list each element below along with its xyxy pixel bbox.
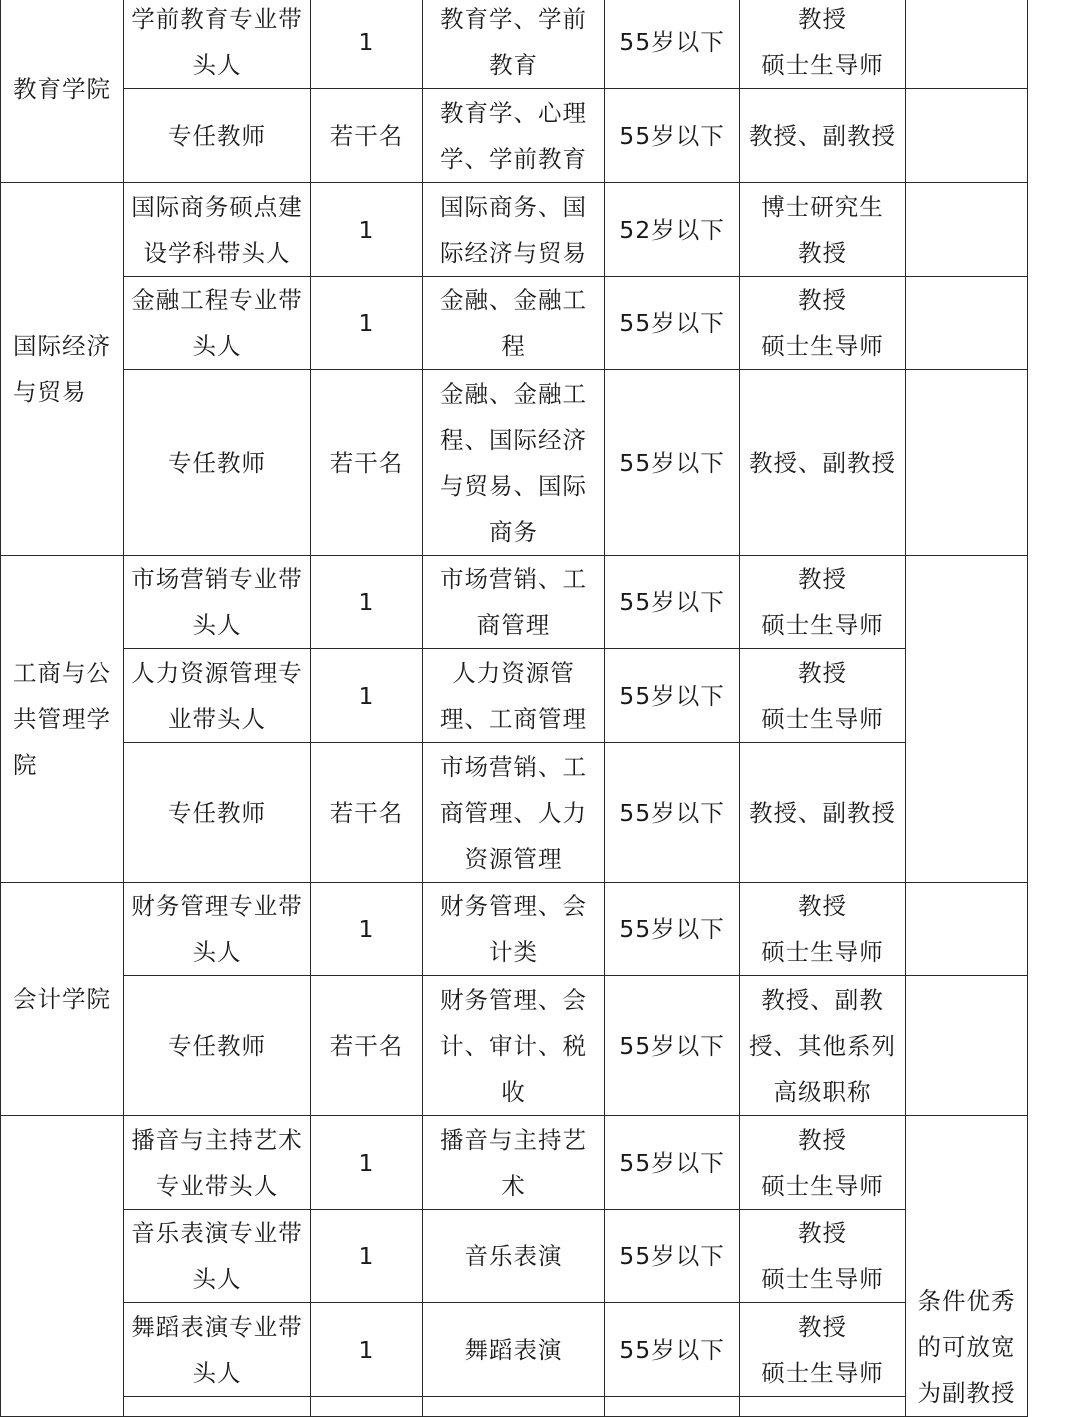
title-cell-line: 高级职称 [773, 1077, 872, 1106]
specialty-cell [423, 883, 605, 976]
specialty-cell-line: 人力资源管 [452, 658, 575, 687]
count-cell: 1 [311, 1303, 423, 1397]
position-cell-line: 头人 [192, 50, 242, 79]
table-row [1, 743, 1028, 883]
table-row [1, 1116, 1028, 1210]
age-cell: 55岁以下 [605, 370, 740, 556]
position-cell [124, 370, 311, 556]
table-row [1, 649, 1028, 743]
count-cell: 1 [311, 1210, 423, 1303]
age-cell: 55岁以下 [605, 0, 740, 89]
specialty-cell-line: 音乐表演 [464, 1242, 563, 1270]
specialty-cell [423, 89, 605, 183]
title-cell-line: 教授 [798, 658, 847, 687]
title-cell-line: 教授 [798, 1312, 847, 1341]
remark-cell [906, 89, 1028, 183]
specialty-cell-line: 学、学前教育 [440, 144, 587, 173]
position-cell-line: 业带头人 [168, 704, 266, 733]
position-cell [124, 0, 311, 89]
department-cell-line: 院 [13, 751, 38, 779]
table-row [1, 976, 1028, 1116]
note-cell-line: 为副教授 [917, 1379, 1016, 1407]
specialty-cell-line: 舞蹈表演 [464, 1335, 563, 1364]
count-cell: 1 [311, 277, 423, 370]
specialty-cell-line: 计、审计、税 [440, 1031, 587, 1060]
position-cell-line: 财务管理专业带 [131, 892, 303, 920]
specialty-cell [423, 976, 605, 1116]
specialty-cell-line: 商管理 [476, 611, 551, 639]
title-cell-line: 硕士生导师 [761, 1171, 884, 1200]
specialty-cell-line: 国际商务、国 [440, 192, 587, 221]
specialty-cell-line: 金融、金融工 [440, 286, 587, 314]
age-cell: 55岁以下 [605, 883, 740, 976]
table-row [1, 556, 1028, 649]
count-cell: 1 [311, 1116, 423, 1210]
specialty-cell [423, 743, 605, 883]
specialty-cell-line: 财务管理、会 [440, 985, 587, 1014]
specialty-cell [423, 649, 605, 743]
table-row [1, 89, 1028, 183]
position-cell [124, 883, 311, 976]
remark-cell [906, 556, 1028, 883]
age-cell: 55岁以下 [605, 1210, 740, 1303]
age-cell: 55岁以下 [605, 556, 740, 649]
specialty-cell [423, 183, 605, 277]
table-row [1, 370, 1028, 556]
specialty-cell-line: 播音与主持艺 [440, 1125, 587, 1154]
title-cell-line: 教授 [798, 892, 847, 920]
title-cell-line: 硕士生导师 [761, 1265, 884, 1293]
position-cell-line: 专任教师 [168, 1031, 266, 1060]
specialty-cell-line: 术 [501, 1171, 526, 1200]
position-cell-line: 设学科带头人 [143, 238, 291, 267]
age-cell: 52岁以下 [605, 183, 740, 277]
specialty-cell-line: 收 [501, 1077, 526, 1106]
position-cell-line: 头人 [192, 332, 242, 360]
count-cell: 1 [311, 556, 423, 649]
title-cell-line: 博士研究生 [761, 192, 884, 221]
specialty-cell-line: 际经济与贸易 [440, 238, 587, 267]
count-cell: 1 [311, 883, 423, 976]
table-row [1, 277, 1028, 370]
specialty-cell-line: 程、国际经济 [440, 425, 587, 454]
specialty-cell [423, 1303, 605, 1397]
title-cell [740, 556, 906, 649]
department-cell-line: 共管理学 [13, 705, 111, 733]
position-cell [124, 1303, 311, 1397]
age-cell: 55岁以下 [605, 743, 740, 883]
title-cell [740, 1210, 906, 1303]
position-cell-line: 市场营销专业带 [131, 565, 303, 593]
table-row [1, 0, 1028, 89]
count-cell: 1 [311, 0, 423, 89]
title-cell-line: 硕士生导师 [761, 332, 884, 360]
specialty-cell-line: 程 [501, 332, 526, 360]
position-cell [124, 183, 311, 277]
position-cell-line: 头人 [192, 1358, 242, 1387]
specialty-cell-line: 理、工商管理 [440, 704, 587, 733]
title-cell-line: 教授 [798, 1125, 847, 1154]
remark-cell [906, 883, 1028, 976]
specialty-cell-line: 与贸易、国际 [440, 471, 587, 500]
remark-cell [906, 0, 1028, 89]
specialty-cell-line: 教育学、学前 [440, 4, 587, 33]
position-cell-line: 播音与主持艺术 [131, 1125, 303, 1154]
title-cell-line: 授、其他系列 [749, 1031, 896, 1060]
department-cell-line: 国际经济 [13, 332, 111, 360]
note-cell [906, 1116, 1028, 1417]
department-cell-line: 会计学院 [13, 985, 111, 1013]
title-cell-line: 教授、副教授 [749, 448, 896, 477]
title-cell-line: 教授 [798, 4, 847, 33]
table-row [1, 1210, 1028, 1303]
note-cell-line: 条件优秀 [917, 1287, 1016, 1315]
count-cell: 若干名 [311, 743, 423, 883]
specialty-cell [423, 370, 605, 556]
position-cell-line: 舞蹈表演专业带 [131, 1312, 303, 1341]
specialty-cell-line: 商务 [489, 517, 538, 546]
specialty-cell [423, 1116, 605, 1210]
position-cell-line: 头人 [192, 611, 242, 639]
title-cell-line: 硕士生导师 [761, 50, 884, 79]
title-cell-line: 硕士生导师 [761, 611, 884, 639]
specialty-cell-line: 财务管理、会 [440, 892, 587, 920]
position-cell [124, 743, 311, 883]
specialty-cell [423, 0, 605, 89]
title-cell [740, 183, 906, 277]
department-cell [1, 1116, 124, 1417]
age-cell: 55岁以下 [605, 1116, 740, 1210]
age-cell: 55岁以下 [605, 649, 740, 743]
specialty-cell-line: 教育学、心理 [440, 98, 587, 127]
count-cell: 若干名 [311, 370, 423, 556]
count-cell: 1 [311, 183, 423, 277]
count-cell: 若干名 [311, 976, 423, 1116]
title-cell [740, 883, 906, 976]
title-cell [740, 0, 906, 89]
position-cell [124, 1116, 311, 1210]
specialty-cell [423, 556, 605, 649]
position-cell-line: 专任教师 [168, 798, 266, 827]
remark-cell [906, 277, 1028, 370]
position-cell-line: 学前教育专业带 [131, 4, 303, 33]
department-cell [1, 183, 124, 556]
remark-cell [906, 370, 1028, 556]
age-cell: 55岁以下 [605, 277, 740, 370]
title-cell [740, 976, 906, 1116]
position-cell-line: 专业带头人 [155, 1171, 279, 1200]
position-cell [124, 1210, 311, 1303]
title-cell [740, 743, 906, 883]
title-cell-line: 教授 [798, 238, 847, 267]
title-cell [740, 277, 906, 370]
table-body [1, 0, 1028, 1417]
department-cell [1, 556, 124, 883]
position-cell [124, 89, 311, 183]
title-cell-line: 硕士生导师 [761, 1358, 884, 1387]
title-cell [740, 1116, 906, 1210]
specialty-cell-line: 计类 [489, 938, 538, 966]
specialty-cell-line: 市场营销、工 [440, 752, 587, 781]
department-cell [1, 883, 124, 1116]
position-cell-line: 国际商务硕点建 [131, 192, 303, 221]
position-cell [124, 649, 311, 743]
title-cell-line: 硕士生导师 [761, 938, 884, 966]
position-cell [124, 556, 311, 649]
title-cell-line: 教授 [798, 565, 847, 593]
note-cell-line: 的可放宽 [917, 1333, 1016, 1361]
table-row [1, 1303, 1028, 1397]
title-cell-line: 教授、副教授 [749, 798, 896, 827]
specialty-cell-line: 商管理、人力 [440, 798, 587, 827]
department-cell-line: 工商与公 [13, 659, 111, 687]
position-cell-line: 金融工程专业带 [131, 286, 303, 314]
title-cell [740, 649, 906, 743]
position-cell-line: 头人 [192, 1265, 242, 1293]
count-cell: 若干名 [311, 89, 423, 183]
specialty-cell-line: 市场营销、工 [440, 565, 587, 593]
title-cell-line: 教授 [798, 1219, 847, 1247]
title-cell-line: 教授、副教 [761, 985, 884, 1014]
department-cell-line: 与贸易 [13, 378, 87, 406]
specialty-cell [423, 1210, 605, 1303]
position-cell [124, 277, 311, 370]
remark-cell [906, 183, 1028, 277]
title-cell [740, 370, 906, 556]
position-cell-line: 头人 [192, 938, 242, 966]
department-cell [1, 0, 124, 183]
position-cell-line: 人力资源管理专 [131, 658, 303, 687]
table-row [1, 183, 1028, 277]
count-cell: 1 [311, 649, 423, 743]
age-cell: 55岁以下 [605, 89, 740, 183]
age-cell: 55岁以下 [605, 976, 740, 1116]
position-cell-line: 专任教师 [168, 448, 266, 477]
title-cell [740, 89, 906, 183]
title-cell-line: 教授 [798, 286, 847, 314]
title-cell [740, 1303, 906, 1397]
title-cell-line: 硕士生导师 [761, 704, 884, 733]
specialty-cell-line: 金融、金融工 [440, 379, 587, 408]
department-cell-line: 教育学院 [13, 74, 111, 103]
title-cell-line: 教授、副教授 [749, 121, 896, 150]
position-cell [124, 976, 311, 1116]
position-cell-line: 专任教师 [168, 121, 266, 150]
specialty-cell-line: 资源管理 [464, 844, 563, 873]
age-cell: 55岁以下 [605, 1303, 740, 1397]
specialty-cell [423, 277, 605, 370]
remark-cell [906, 976, 1028, 1116]
table-row [1, 883, 1028, 976]
position-cell-line: 音乐表演专业带 [131, 1219, 303, 1247]
specialty-cell-line: 教育 [489, 50, 538, 79]
